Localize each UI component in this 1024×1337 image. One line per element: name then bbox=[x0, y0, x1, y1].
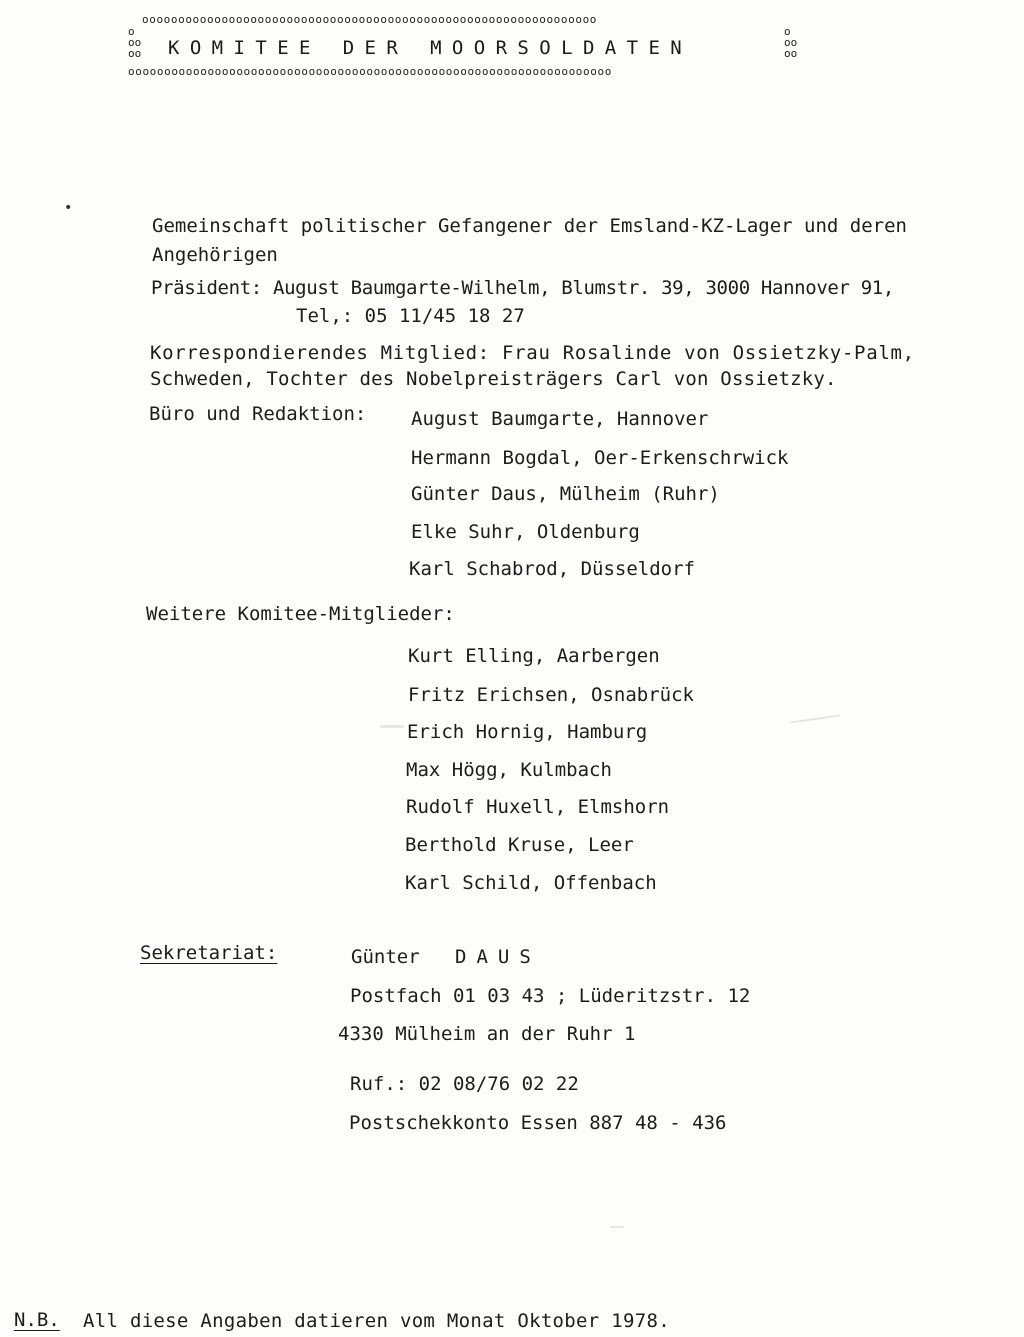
committee-title: KOMITEE DER MOORSOLDATEN bbox=[168, 37, 693, 59]
secretariat-label: Sekretariat: bbox=[140, 942, 278, 964]
letterhead-dots-top: ooooooooooooooooooooooooooooooooooooooooooooooooooooooooooooooo bbox=[142, 13, 598, 26]
secretariat-first-name: Günter bbox=[351, 946, 420, 968]
office-member: Karl Schabrod, Düsseldorf bbox=[409, 558, 695, 580]
corresponding-line-1: Korrespondierendes Mitglied: Frau Rosalinde von Ossietzky-Palm, bbox=[150, 342, 915, 364]
office-member: Hermann Bogdal, Oer-Erkenschrwick bbox=[411, 447, 789, 469]
corresponding-line-2: Schweden, Tochter des Nobelpreisträgers Carl von Ossietzky. bbox=[150, 368, 837, 390]
further-member: Kurt Elling, Aarbergen bbox=[408, 645, 660, 667]
scan-smudge bbox=[610, 1226, 624, 1228]
letterhead-dots-left: o oo oo bbox=[128, 25, 142, 60]
letterhead bbox=[128, 10, 813, 80]
office-label: Büro und Redaktion: bbox=[149, 403, 367, 425]
secretariat-city: 4330 Mülheim an der Ruhr 1 bbox=[338, 1023, 636, 1045]
office-member: Günter Daus, Mülheim (Ruhr) bbox=[411, 483, 720, 505]
further-member: Max Högg, Kulmbach bbox=[406, 759, 612, 781]
secretariat-phone: Ruf.: 02 08/76 02 22 bbox=[350, 1073, 579, 1095]
further-member: Fritz Erichsen, Osnabrück bbox=[408, 684, 694, 706]
intro-line-1: Gemeinschaft politischer Gefangener der Emsland-KZ-Lager und deren bbox=[152, 215, 907, 237]
further-member: Karl Schild, Offenbach bbox=[405, 872, 657, 894]
secretariat-last-name: DAUS bbox=[455, 946, 541, 968]
secretariat-postbox: Postfach 01 03 43 ; Lüderitzstr. 12 bbox=[350, 985, 751, 1007]
margin-mark: • bbox=[64, 200, 73, 216]
president-line-2: Tel,: 05 11/45 18 27 bbox=[296, 305, 525, 327]
intro-line-2: Angehörigen bbox=[152, 244, 278, 266]
letterhead-dots-bottom: ooooooooooooooooooooooooooooooooooooooooooooooooooooooooooooooooooo bbox=[128, 65, 612, 78]
president-line-1: Präsident: August Baumgarte-Wilhelm, Blumstr. 39, 3000 Hannover 91, bbox=[151, 277, 894, 299]
secretariat-account: Postschekkonto Essen 887 48 - 436 bbox=[349, 1112, 727, 1134]
scan-smudge bbox=[790, 715, 840, 724]
further-label: Weitere Komitee-Mitglieder: bbox=[146, 603, 455, 625]
further-member: Rudolf Huxell, Elmshorn bbox=[406, 796, 670, 818]
footnote-label: N.B. bbox=[14, 1309, 60, 1331]
further-member: Erich Hornig, Hamburg bbox=[407, 721, 648, 743]
letterhead-dots-right: o oo oo bbox=[784, 25, 798, 60]
office-member: Elke Suhr, Oldenburg bbox=[411, 521, 640, 543]
footnote-text: All diese Angaben datieren vom Monat Oktober 1978. bbox=[83, 1310, 670, 1332]
scan-smudge bbox=[380, 725, 404, 728]
office-member: August Baumgarte, Hannover bbox=[411, 408, 709, 430]
further-member: Berthold Kruse, Leer bbox=[405, 834, 634, 856]
